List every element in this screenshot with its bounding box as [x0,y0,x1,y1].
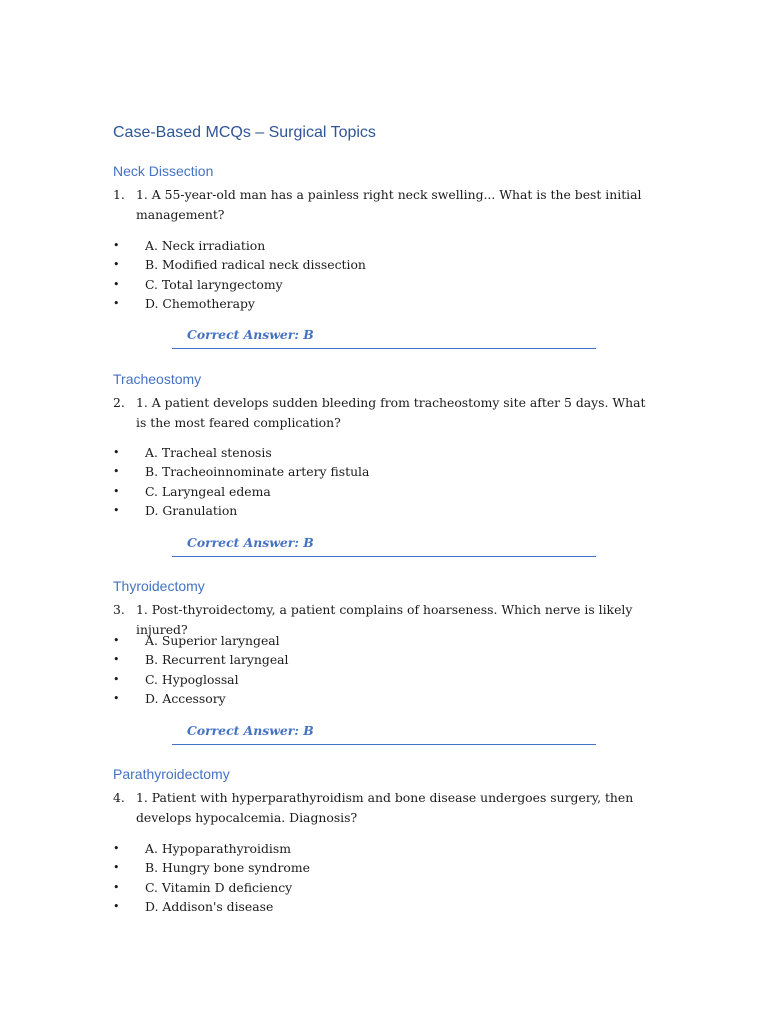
bullet-icon: • [113,277,120,291]
option-text: D. Chemotherapy [145,295,255,311]
correct-answer [172,534,596,557]
option-text: A. Hypoparathyroidism [145,841,291,856]
option-text: C. Vitamin D deficiency [145,879,293,895]
correct-answer-text: Correct Answer: B [187,723,314,738]
option-text: A. Tracheal stenosis [145,445,272,460]
option-text: A. Neck irradiation [145,238,266,253]
correct-answer-text: Correct Answer: B [187,327,314,342]
section-heading: Parathyroidectomy [113,766,230,782]
question-text: 1. Patient with hyperparathyroidism and bone disease undergoes surgery, then develops hypocalcemia. Diagnosis? [136,790,634,825]
correct-answer-text: Correct Answer: B [187,535,314,550]
bullet-icon: • [113,899,120,913]
bullet-icon: • [113,484,120,498]
correct-answer [172,326,596,349]
question-number: 3. [113,602,125,617]
question-number: 2. [113,395,125,410]
option-text: C. Total laryngectomy [145,276,283,292]
correct-answer [172,722,596,745]
option-text: B. Recurrent laryngeal [145,652,289,668]
section-heading: Tracheostomy [113,371,202,387]
option-text: B. Modified radical neck dissection [145,257,366,273]
bullet-icon: • [113,503,120,517]
bullet-icon: • [113,880,120,894]
section-heading: Neck Dissection [113,163,214,179]
question-text: 1. Post-thyroidectomy, a patient complains of hoarseness. Which nerve is likely injured? [136,602,633,637]
bullet-icon: • [113,691,120,705]
option-text: D. Granulation [145,502,238,518]
option-text: C. Laryngeal edema [145,483,271,499]
bullet-icon: • [113,296,120,310]
option-text: C. Hypoglossal [145,671,239,687]
question-text: 1. A 55-year-old man has a painless right neck swelling... What is the best initial management? [136,187,642,222]
bullet-icon: • [113,653,120,667]
question-text: 1. A patient develops sudden bleeding from tracheostomy site after 5 days. What is the most feared complication? [136,395,646,430]
option-text: B. Tracheoinnominate artery fistula [145,464,370,480]
section-heading: Thyroidectomy [113,578,205,594]
bullet-icon: • [113,446,120,459]
option-text: D. Accessory [145,690,226,706]
bullet-icon: • [113,239,120,252]
bullet-icon: • [113,861,120,875]
option-text: B. Hungry bone syndrome [145,860,310,876]
bullet-icon: • [113,258,120,272]
bullet-icon: • [113,672,120,686]
bullet-icon: • [113,634,120,647]
question-number: 4. [113,790,125,805]
bullet-icon: • [113,842,120,855]
option-text: D. Addison's disease [145,898,274,914]
question-number: 1. [113,187,125,202]
option-text: A. Superior laryngeal [145,633,280,648]
bullet-icon: • [113,465,120,479]
document-title: Case-Based MCQs – Surgical Topics [113,124,376,141]
